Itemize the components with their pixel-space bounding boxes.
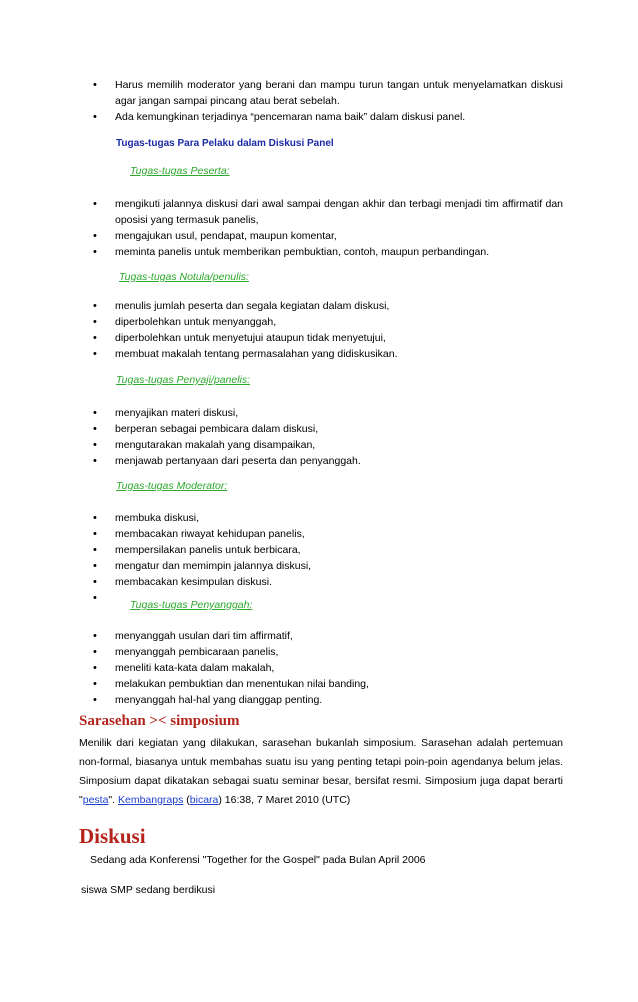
sarasehan-text-open: ( xyxy=(183,794,190,806)
list-item: • membuka diskusi, xyxy=(93,510,563,526)
list-item: • Ada kemungkinan terjadinya “pencemaran nama baik” dalam diskusi panel. xyxy=(93,109,563,125)
list-item: • meminta panelis untuk memberikan pembuktian, contoh, maupun perbandingan. xyxy=(93,244,563,260)
list-item: • diperbolehkan untuk menyanggah, xyxy=(93,314,563,330)
list-item: • membacakan kesimpulan diskusi. xyxy=(93,574,563,590)
list-item: • menyanggah usulan dari tim affirmatif, xyxy=(93,628,563,644)
sarasehan-timestamp: ) 16:38, 7 Maret 2010 (UTC) xyxy=(218,794,351,806)
list-item: • meneliti kata-kata dalam makalah, xyxy=(93,660,563,676)
sarasehan-text: Menilik dari kegiatan yang dilakukan, sarasehan bukanlah simposium. Sarasehan adalah pertemuan non-formal, biasanya untuk membahas suatu isu yang penting tetapi poin-poin agendanya belum jelas. Simposium dapat dikatakan sebagai suatu seminar besar, bersifat resmi. Simposium juga dapat berarti " xyxy=(79,737,563,806)
list-item: • Harus memilih moderator yang berani dan mampu turun tangan untuk menyelamatkan diskusi agar jangan sampai pincang atau berat sebelah. xyxy=(93,77,563,109)
list-item: • diperbolehkan untuk menyetujui ataupun tidak menyetujui, xyxy=(93,330,563,346)
notula-heading: Tugas-tugas Notula/penulis: xyxy=(119,271,249,283)
penyaji-heading: Tugas-tugas Penyaji/panelis: xyxy=(116,374,251,386)
list-item: • mengatur dan memimpin jalannya diskusi, xyxy=(93,558,563,574)
sarasehan-paragraph xyxy=(79,734,563,810)
list-item: • membacakan riwayat kehidupan panelis, xyxy=(93,526,563,542)
list-item: • mengajukan usul, pendapat, maupun komentar, xyxy=(93,228,563,244)
peserta-list xyxy=(93,196,563,260)
list-item: • menyajikan materi diskusi, xyxy=(93,405,563,421)
kembangraps-link[interactable]: Kembangraps xyxy=(117,794,184,806)
list-item: • menyanggah hal-hal yang dianggap penting. xyxy=(93,692,563,708)
moderator-list xyxy=(93,510,563,606)
list-item: • mempersilakan panelis untuk berbicara, xyxy=(93,542,563,558)
penyanggah-list xyxy=(93,628,563,708)
list-item: • berperan sebagai pembicara dalam diskusi, xyxy=(93,421,563,437)
peserta-heading: Tugas-tugas Peserta: xyxy=(130,165,230,177)
diskusi-caption-1: Sedang ada Konferensi "Together for the Gospel" pada Bulan April 2006 xyxy=(90,854,426,866)
pesta-link[interactable]: pesta xyxy=(82,794,109,806)
list-item: • menyanggah pembicaraan panelis, xyxy=(93,644,563,660)
diskusi-caption-2: siswa SMP sedang berdikusi xyxy=(81,884,216,896)
list-item: • mengikuti jalannya diskusi dari awal sampai dengan akhir dan terbagi menjadi tim affirmatif dan oposisi yang termasuk panelis, xyxy=(93,196,563,228)
list-item: • membuat makalah tentang permasalahan yang didiskusikan. xyxy=(93,346,563,362)
diskusi-heading: Diskusi xyxy=(79,824,146,848)
section-title: Tugas-tugas Para Pelaku dalam Diskusi Panel xyxy=(116,138,334,149)
list-item: • melakukan pembuktian dan menentukan nilai banding, xyxy=(93,676,563,692)
list-item: • menjawab pertanyaan dari peserta dan penyanggah. xyxy=(93,453,563,469)
moderator-heading: Tugas-tugas Moderator: xyxy=(116,480,228,492)
sarasehan-heading: Sarasehan >< simposium xyxy=(79,713,240,729)
top-bullet-list xyxy=(93,77,563,125)
bicara-link[interactable]: bicara xyxy=(189,794,219,806)
sarasehan-text-mid: ". xyxy=(108,794,118,806)
penyaji-list xyxy=(93,405,563,469)
list-item: • menulis jumlah peserta dan segala kegiatan dalam diskusi, xyxy=(93,298,563,314)
list-item: • mengutarakan makalah yang disampaikan, xyxy=(93,437,563,453)
penyanggah-heading: Tugas-tugas Penyanggah: xyxy=(130,599,253,611)
notula-list xyxy=(93,298,563,362)
